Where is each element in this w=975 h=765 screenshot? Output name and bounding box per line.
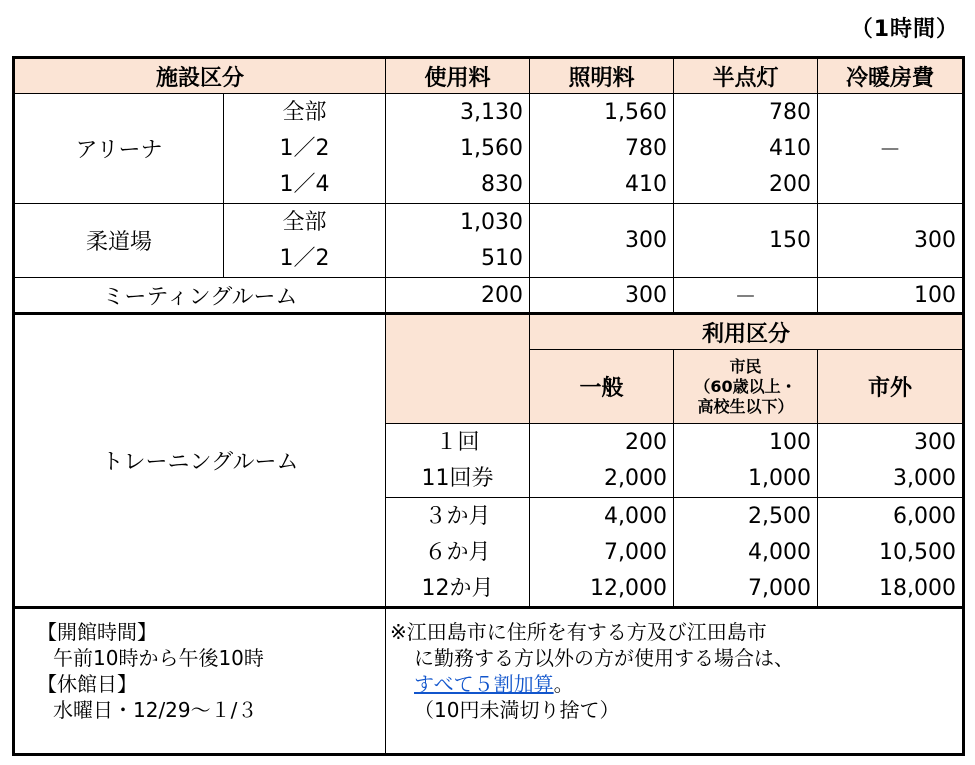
arena-row (14, 94, 964, 204)
pass-general: 12,000 (590, 575, 668, 601)
closed-text: 水曜日・12/29～１/３ (53, 698, 258, 722)
judo-heating: 300 (818, 204, 964, 278)
pass-outside: 6,000 (893, 503, 957, 529)
ticket-label: １回 (435, 429, 480, 455)
arena-lighting: 1,560 (604, 99, 668, 125)
surcharge-link-line (390, 671, 956, 697)
judo-sub: 全部 (282, 209, 327, 235)
arena-usage-list (386, 94, 530, 204)
arena-sub: 全部 (282, 99, 327, 125)
meeting-row (14, 278, 964, 314)
header-facility: 施設区分 (14, 58, 386, 94)
hours-text: 午前10時から午後10時 (53, 646, 264, 670)
arena-half: 410 (769, 135, 812, 161)
header-row (14, 58, 964, 94)
pass-citizen: 4,000 (748, 539, 812, 565)
surcharge-line: に勤務する方以外の方が使用する場合は、 (414, 646, 795, 670)
judo-usage: 1,030 (460, 209, 524, 235)
pass-general: 7,000 (604, 539, 668, 565)
training-outside-header: 市外 (818, 350, 964, 424)
ticket-citizen-list (674, 424, 818, 498)
ticket-outside-list (818, 424, 964, 498)
unit-label: （1時間） (850, 17, 959, 42)
hours-title: 【開館時間】 (37, 620, 157, 644)
header-lighting-fee: 照明料 (530, 58, 674, 94)
surcharge-period: 。 (553, 672, 574, 696)
closed-title: 【休館日】 (37, 672, 137, 696)
ticket-general: 200 (625, 429, 668, 455)
surcharge-line: （10円未満切り捨て） (414, 698, 620, 722)
training-name: トレーニングルーム (14, 314, 386, 608)
header-heating-cooling: 冷暖房費 (818, 58, 964, 94)
pass-citizen-list (674, 498, 818, 608)
arena-sub: 1／2 (279, 135, 330, 161)
pass-general: 4,000 (604, 503, 668, 529)
ticket-outside: 3,000 (893, 465, 957, 491)
training-blank-header (386, 314, 530, 424)
judo-lighting: 300 (530, 204, 674, 278)
judo-name: 柔道場 (14, 204, 224, 278)
arena-half: 780 (769, 99, 812, 125)
arena-half-list (674, 94, 818, 204)
arena-half: 200 (769, 171, 812, 197)
pass-label: 12か月 (421, 575, 494, 601)
pass-label: ６か月 (424, 539, 491, 565)
meeting-half: － (674, 278, 818, 314)
surcharge-notes (386, 608, 964, 755)
citizen-header-line: 市民 (729, 356, 762, 376)
pass-citizen: 7,000 (748, 575, 812, 601)
judo-row (14, 204, 964, 278)
pass-general-list (530, 498, 674, 608)
header-half-lighting: 半点灯 (674, 58, 818, 94)
pass-citizen: 2,500 (748, 503, 812, 529)
pass-outside: 10,500 (879, 539, 957, 565)
citizen-header-line: 高校生以下） (697, 396, 794, 416)
training-class-row (14, 314, 964, 350)
training-citizen-header (674, 350, 818, 424)
judo-usage: 510 (481, 245, 524, 271)
ticket-outside: 300 (914, 429, 957, 455)
judo-sub: 1／2 (279, 245, 330, 271)
pass-label: ３か月 (424, 503, 491, 529)
arena-name: アリーナ (14, 94, 224, 204)
judo-usage-list (386, 204, 530, 278)
arena-lighting: 410 (625, 171, 668, 197)
meeting-name: ミーティングルーム (14, 278, 386, 314)
arena-sub-list (224, 94, 386, 204)
arena-heating: － (818, 94, 964, 204)
header-usage-fee: 使用料 (386, 58, 530, 94)
pass-label-list (386, 498, 530, 608)
ticket-label-list (386, 424, 530, 498)
ticket-citizen: 1,000 (748, 465, 812, 491)
ticket-general: 2,000 (604, 465, 668, 491)
surcharge-link[interactable]: すべて５割加算 (414, 672, 554, 696)
fee-table (12, 56, 965, 756)
training-general-header: 一般 (530, 350, 674, 424)
ticket-citizen: 100 (769, 429, 812, 455)
judo-sub-list (224, 204, 386, 278)
meeting-usage: 200 (386, 278, 530, 314)
surcharge-line: ※江田島市に住所を有する方及び江田島市 (390, 620, 767, 644)
judo-half: 150 (674, 204, 818, 278)
ticket-label: 11回券 (421, 465, 494, 491)
notes-row (14, 608, 964, 755)
citizen-header-line: （60歳以上・ (694, 376, 797, 396)
hours-notes (14, 608, 386, 755)
pass-outside: 18,000 (879, 575, 957, 601)
training-usage-class: 利用区分 (530, 314, 964, 350)
arena-usage: 830 (481, 171, 524, 197)
arena-lighting-list (530, 94, 674, 204)
pass-outside-list (818, 498, 964, 608)
meeting-lighting: 300 (530, 278, 674, 314)
arena-lighting: 780 (625, 135, 668, 161)
arena-sub: 1／4 (279, 171, 330, 197)
arena-usage: 1,560 (460, 135, 524, 161)
meeting-heating: 100 (818, 278, 964, 314)
arena-usage: 3,130 (460, 99, 524, 125)
ticket-general-list (530, 424, 674, 498)
